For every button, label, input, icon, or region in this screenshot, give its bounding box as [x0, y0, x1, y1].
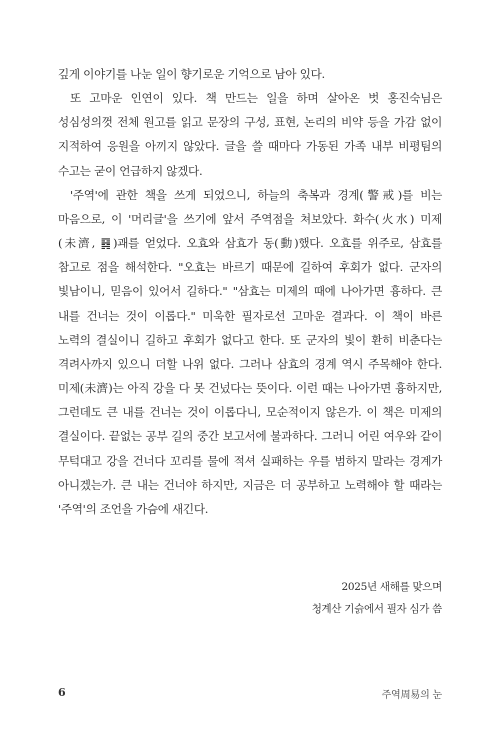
- signature: [312, 576, 442, 620]
- running-footer-title: 주역周易의 눈: [381, 690, 442, 701]
- paragraph-3: '주역'에 관한 책을 쓰게 되었으니, 하늘의 축복과 경계(警戒)를 비는 마음으로, 이 '머리글'을 쓰기에 앞서 주역점을 쳐보았다. 화수(火水) 미제(未濟, ䷿)괘를 얻었다. 오효와 삼효가 동(動)했다. 오효를 위주로, 삼효를 참고로 점을 해석한다. "오효는 바르기 때문에 길하여 후회가 없다. 군자의 빛남이니, 믿음이 있어서 길하다." "삼효는 미제의 때에 나아가면 흉하다. 큰 내를 건너는 것이 이롭다." 미욱한 필자로선 고마운 결과다. 이 책이 바른 노력의 결실이니 길하고 후회가 없다고 한다. 또 군자의 빛이 환히 비춘다는 격려사까지 있으니 더할 나위 없다. 그러나 삼효의 경계 역시 주목해야 한다. 미제(未濟)는 아직 강을 다 못 건넜다는 뜻이다. 이런 때는 나아가면 흉하지만, 그런데도 큰 내를 건너는 것이 이롭다니, 모순적이지 않은가. 이 책은 미제의 결실이다. 끝없는 공부 길의 중간 보고서에 불과하다. 그러니 어린 여우와 같이 무턱대고 강을 건너다 꼬리를 물에 적셔 실패하는 우를 범하지 말라는 경계가 아니겠는가. 큰 내는 건너야 하지만, 지금은 더 공부하고 노력해야 할 때라는 '주역'의 조언을 가슴에 새긴다.: [58, 187, 442, 516]
- paragraph-1: 깊게 이야기를 나눈 일이 향기로운 기억으로 남아 있다.: [58, 67, 325, 81]
- paragraph-2: 또 고마운 인연이 있다. 책 만드는 일을 하며 살아온 벗 홍진숙님은 성심성의껏 전체 원고를 읽고 문장의 구성, 표현, 논리의 비약 등을 가감 없이 지적하여 응원을 아끼지 않았다. 글을 쓸 때마다 가동된 가족 내부 비평팀의 수고는 굳이 언급하지 않겠다.: [58, 91, 442, 178]
- signature-author-line: 청계산 기슭에서 필자 심가 씀: [311, 603, 442, 615]
- signature-date-line: 2025년 새해를 맞으며: [341, 581, 442, 593]
- body-text: [58, 62, 442, 521]
- page-number: 6: [58, 686, 66, 699]
